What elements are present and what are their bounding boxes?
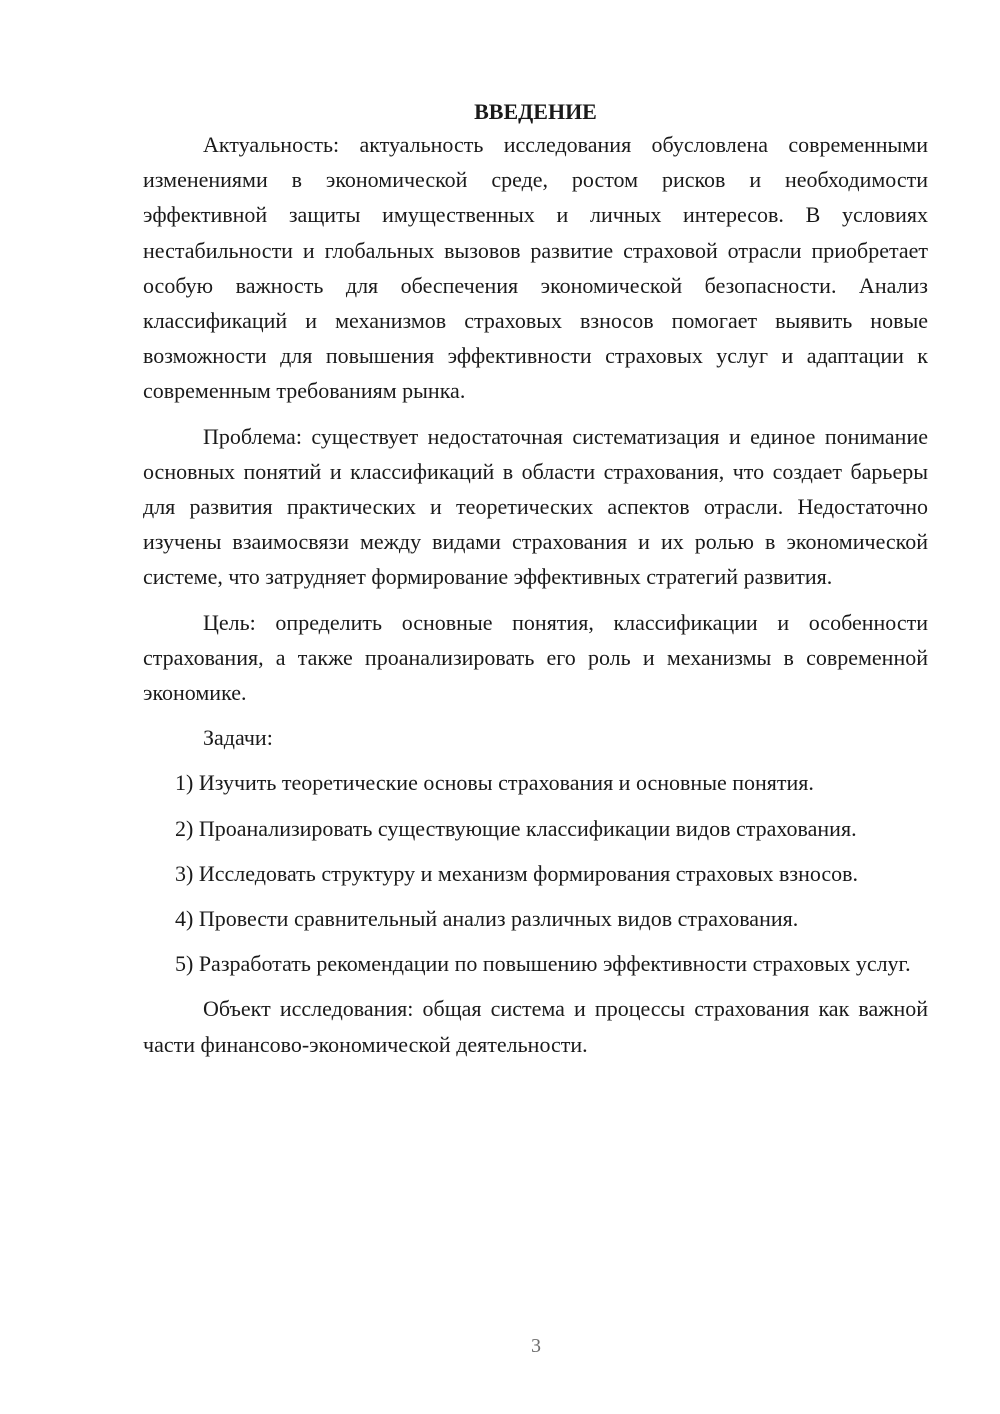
task-item-2: 2) Проанализировать существующие классификации видов страхования.	[175, 815, 857, 841]
task-item-4: 4) Провести сравнительный анализ различных видов страхования.	[175, 906, 799, 932]
paragraph-problem: Проблема: существует недостаточная систематизация и единое понимание основных понятий и классификаций в области страхования, что создает барьеры для развития практических и теоретических аспектов отрасли. Недостаточно изучены взаимосвязи между видами страхования и их ролью в экономической системе, что затрудняет формирование эффективных стратегий развития.	[143, 423, 928, 590]
paragraph-relevance: Актуальность: актуальность исследования обусловлена современными изменениями в экономической среде, ростом рисков и необходимости эффективной защиты имущественных и личных интересов. В условиях нестабильности и глобальных вызовов развитие страховой отрасли приобретает особую важность для обеспечения экономической безопасности. Анализ классификаций и механизмов страховых взносов помогает выявить новые возможности для повышения эффективности страховых услуг и адаптации к современным требованиям рынка.	[143, 132, 928, 404]
page-content	[143, 94, 928, 1072]
paragraph-object: Объект исследования: общая система и процессы страхования как важной части финансово-экономической деятельности.	[143, 996, 928, 1057]
page-number: 3	[531, 1335, 541, 1357]
task-item-5: 5) Разработать рекомендации по повышению эффективности страховых услуг.	[175, 951, 911, 977]
paragraph-tasks-heading: Задачи:	[203, 725, 273, 751]
paragraph-goal: Цель: определить основные понятия, классификации и особенности страхования, а также проанализировать его роль и механизмы в современной экономике.	[143, 609, 928, 706]
section-title: ВВЕДЕНИЕ	[474, 99, 597, 124]
task-item-3: 3) Исследовать структуру и механизм формирования страховых взносов.	[175, 860, 859, 886]
task-item-1: 1) Изучить теоретические основы страхования и основные понятия.	[175, 770, 814, 796]
